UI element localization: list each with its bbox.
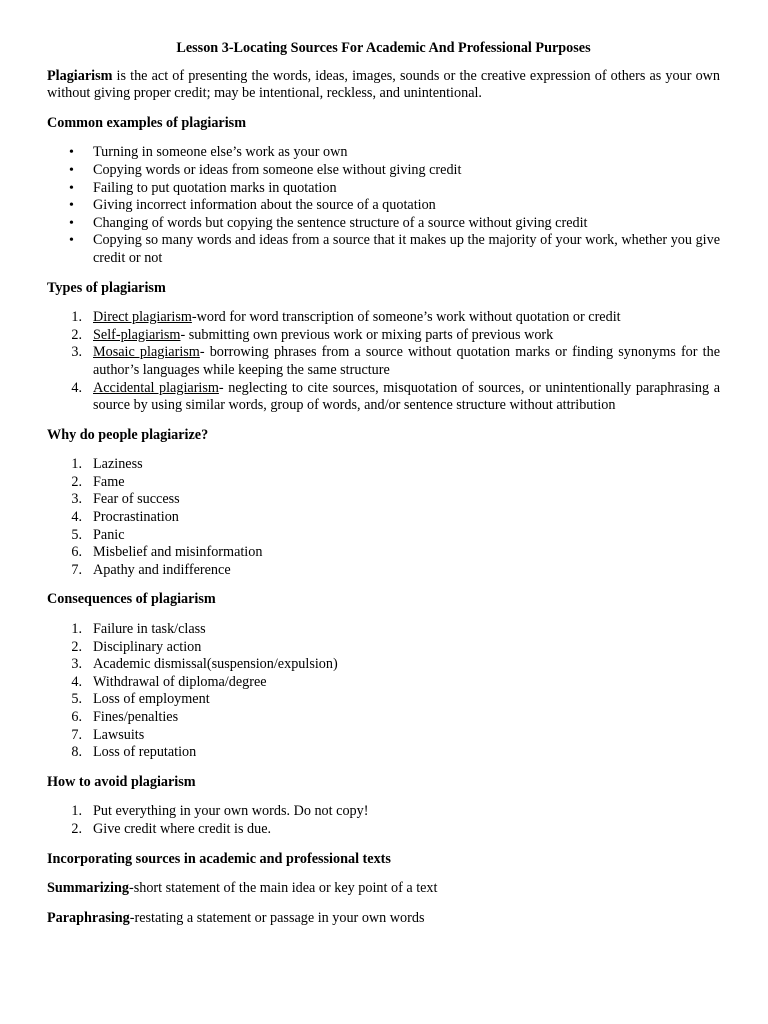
list-number: 5. (71, 526, 82, 543)
list-number: 2. (71, 820, 82, 837)
list-item-text: Loss of employment (93, 691, 210, 708)
list-number: 4. (71, 379, 82, 396)
type-description: -word for word transcription of someone’s work without quotation or credit (191, 309, 621, 326)
consequences-heading: Consequences of plagiarism (47, 591, 216, 608)
examples-heading: Common examples of plagiarism (47, 114, 247, 131)
list-item-text: Panic (93, 526, 125, 543)
list-item (47, 456, 720, 474)
type-description: - neglecting to cite sources, misquotation of sources, or unintentionally paraphrasing a source by using similar words, group of words, and/or sentence structure without attribution (93, 379, 720, 414)
list-item: • Copying so many words and ideas from a source that it makes up the majority of your work, whether you give credit or not (47, 232, 720, 267)
list-item-text: Loss of reputation (93, 744, 197, 761)
list-number: 3. (71, 491, 82, 508)
why-list (47, 456, 720, 579)
list-item (47, 474, 720, 492)
list-item-text: Academic dismissal(suspension/expulsion) (93, 656, 338, 673)
type-description: - borrowing phrases from a source without quotation marks or finding synonyms for the author’s languages while keeping the same structure (93, 344, 720, 378)
avoid-heading: How to avoid plagiarism (47, 773, 196, 790)
list-item (47, 821, 720, 839)
avoid-list (47, 803, 720, 838)
summarizing-term: Summarizing (47, 880, 129, 897)
type-term: Accidental plagiarism (93, 379, 219, 396)
list-number: 1. (71, 456, 82, 473)
list-number: 3. (71, 656, 82, 673)
types-heading: Types of plagiarism (47, 279, 166, 296)
examples-list (47, 144, 720, 267)
list-item-text: Procrastination (93, 509, 179, 526)
list-item-text: Put everything in your own words. Do not copy! (93, 803, 369, 820)
list-number: 2. (71, 638, 82, 655)
incorporating-heading: Incorporating sources in academic and professional texts (47, 850, 391, 867)
list-item-text: Give credit where credit is due. (93, 820, 272, 837)
list-number: 3. (71, 344, 82, 361)
paraphrasing-text: -restating a statement or passage in your own words (129, 909, 425, 926)
list-number: 1. (71, 803, 82, 820)
paraphrasing-term: Paraphrasing (47, 909, 130, 926)
plagiarism-definition (47, 68, 720, 103)
list-item-text: Fame (93, 473, 125, 490)
list-number: 7. (71, 561, 82, 578)
list-item (47, 309, 720, 327)
list-item (47, 691, 720, 709)
list-item (47, 491, 720, 509)
summarizing-definition (47, 880, 720, 898)
list-number: 4. (71, 509, 82, 526)
list-item-text: Lawsuits (93, 726, 145, 743)
list-item (47, 803, 720, 821)
list-item (47, 509, 720, 527)
list-item-text: Fear of success (93, 491, 180, 508)
list-item: • Changing of words but copying the sentence structure of a source without giving credit (47, 215, 720, 233)
list-item-text: Disciplinary action (93, 638, 202, 655)
why-heading: Why do people plagiarize? (47, 426, 209, 443)
list-item (47, 344, 720, 379)
list-item (47, 621, 720, 639)
list-number: 2. (71, 473, 82, 490)
list-number: 8. (71, 744, 82, 761)
list-item (47, 744, 720, 762)
list-item (47, 562, 720, 580)
list-number: 4. (71, 673, 82, 690)
list-item-text: Fines/penalties (93, 709, 179, 725)
list-item: • Giving incorrect information about the source of a quotation (47, 197, 720, 215)
types-list (47, 309, 720, 415)
list-item (47, 727, 720, 745)
paraphrasing-definition (47, 910, 720, 928)
type-term: Direct plagiarism (93, 309, 192, 326)
document-title: Lesson 3-Locating Sources For Academic And Professional Purposes (176, 40, 591, 56)
list-item (47, 656, 720, 674)
list-item-text: Laziness (93, 456, 143, 473)
list-number: 6. (71, 709, 82, 725)
list-item (47, 380, 720, 415)
list-item (47, 544, 720, 562)
list-item: • Copying words or ideas from someone else without giving credit (47, 162, 720, 180)
type-description: - submitting own previous work or mixing parts of previous work (180, 326, 554, 343)
list-item-text: Apathy and indifference (93, 561, 231, 578)
list-item (47, 709, 720, 727)
list-item: • Turning in someone else’s work as your own (47, 144, 720, 162)
type-term: Mosaic plagiarism (93, 344, 200, 361)
type-term: Self-plagiarism (93, 326, 181, 343)
list-item (47, 639, 720, 657)
list-item (47, 527, 720, 545)
list-number: 1. (71, 309, 82, 326)
list-item (47, 327, 720, 345)
list-item (47, 674, 720, 692)
list-item-text: Withdrawal of diploma/degree (93, 673, 267, 690)
list-item: • Failing to put quotation marks in quotation (47, 180, 720, 198)
plagiarism-definition-text: is the act of presenting the words, ideas, images, sounds or the creative expression of others as your own without giving proper credit; may be intentional, reckless, and unintentional. (47, 67, 720, 102)
summarizing-text: -short statement of the main idea or key point of a text (128, 880, 438, 897)
list-number: 5. (71, 691, 82, 708)
plagiarism-term: Plagiarism (47, 67, 113, 84)
list-number: 6. (71, 544, 82, 561)
list-item-text: Misbelief and misinformation (93, 544, 263, 561)
list-number: 2. (71, 326, 82, 343)
list-item-text: Failure in task/class (93, 621, 206, 638)
consequences-list (47, 621, 720, 762)
list-number: 7. (71, 726, 82, 743)
list-number: 1. (71, 621, 82, 638)
